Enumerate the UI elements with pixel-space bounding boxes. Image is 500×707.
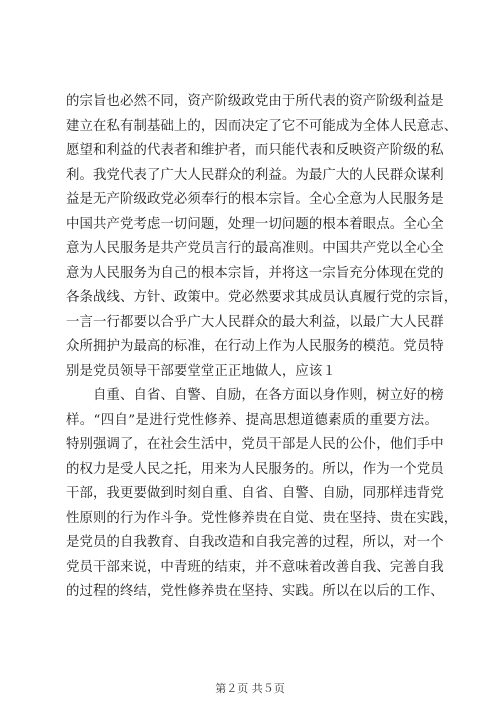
document-body	[66, 90, 458, 605]
page-number-footer: 第２页 共５页	[215, 682, 285, 695]
paragraph-1	[66, 90, 458, 384]
text-line: 干部，我更要做到时刻自重、自省、自警、自励，同那样违背党	[66, 486, 444, 501]
text-line: 特别强调了，在社会生活中，党员干部是人民的公仆，他们手中	[66, 437, 444, 452]
text-line: 的宗旨也必然不同，资产阶级政党由于所代表的资产阶级利益是	[66, 94, 444, 109]
text-line: 意为人民服务是共产党员言行的最高准则。中国共产党以全心全	[66, 241, 444, 256]
text-line: 建立在私有制基础上的，因而决定了它不可能成为全体人民意志、	[66, 118, 458, 134]
text-line: 的过程的终结，党性修养贵在坚持、实践。所以在以后的工作、	[66, 584, 444, 599]
text-line: 自重、自省、自警、自励，在各方面以身作则，树立好的榜	[93, 388, 444, 403]
text-line: 中国共产党考虑一切问题，处理一切问题的根本着眼点。全心全	[66, 216, 444, 232]
text-line: 样。“四自”是进行党性修养、提高思想道德素质的重要方法。	[66, 412, 438, 428]
text-line: 一言一行都要以合乎广大人民群众的最大利益，以最广大人民群	[66, 314, 444, 330]
text-line: 党员干部来说，中青班的结束，并不意味着改善自我、完善自我	[66, 559, 444, 575]
text-line: 利。我党代表了广大人民群众的利益。为最广大的人民群众谋利	[66, 167, 444, 183]
paragraph-2	[66, 384, 458, 605]
text-line: 性原则的行为作斗争。党性修养贵在自觉、贵在坚持、贵在实践，	[66, 510, 458, 526]
text-line: 的权力是受人民之托，用来为人民服务的。所以，作为一个党员	[66, 461, 444, 477]
text-line: 别是党员领导干部要堂堂正正地做人，应该１	[66, 363, 336, 379]
text-line: 是党员的自我教育、自我改造和自我完善的过程，所以，对一个	[66, 535, 444, 550]
text-line: 意为人民服务为自己的根本宗旨，并将这一宗旨充分体现在党的	[66, 265, 444, 281]
text-line: 各条战线、方针、政策中。党必然要求其成员认真履行党的宗旨，	[66, 290, 458, 305]
text-line: 愿望和利益的代表者和维护者，而只能代表和反映资产阶级的私	[66, 143, 444, 158]
text-line: 益是无产阶级政党必须奉行的根本宗旨。全心全意为人民服务是	[66, 192, 444, 207]
text-line: 众所拥护为最高的标准，在行动上作为人民服务的模范。党员特	[66, 339, 444, 354]
